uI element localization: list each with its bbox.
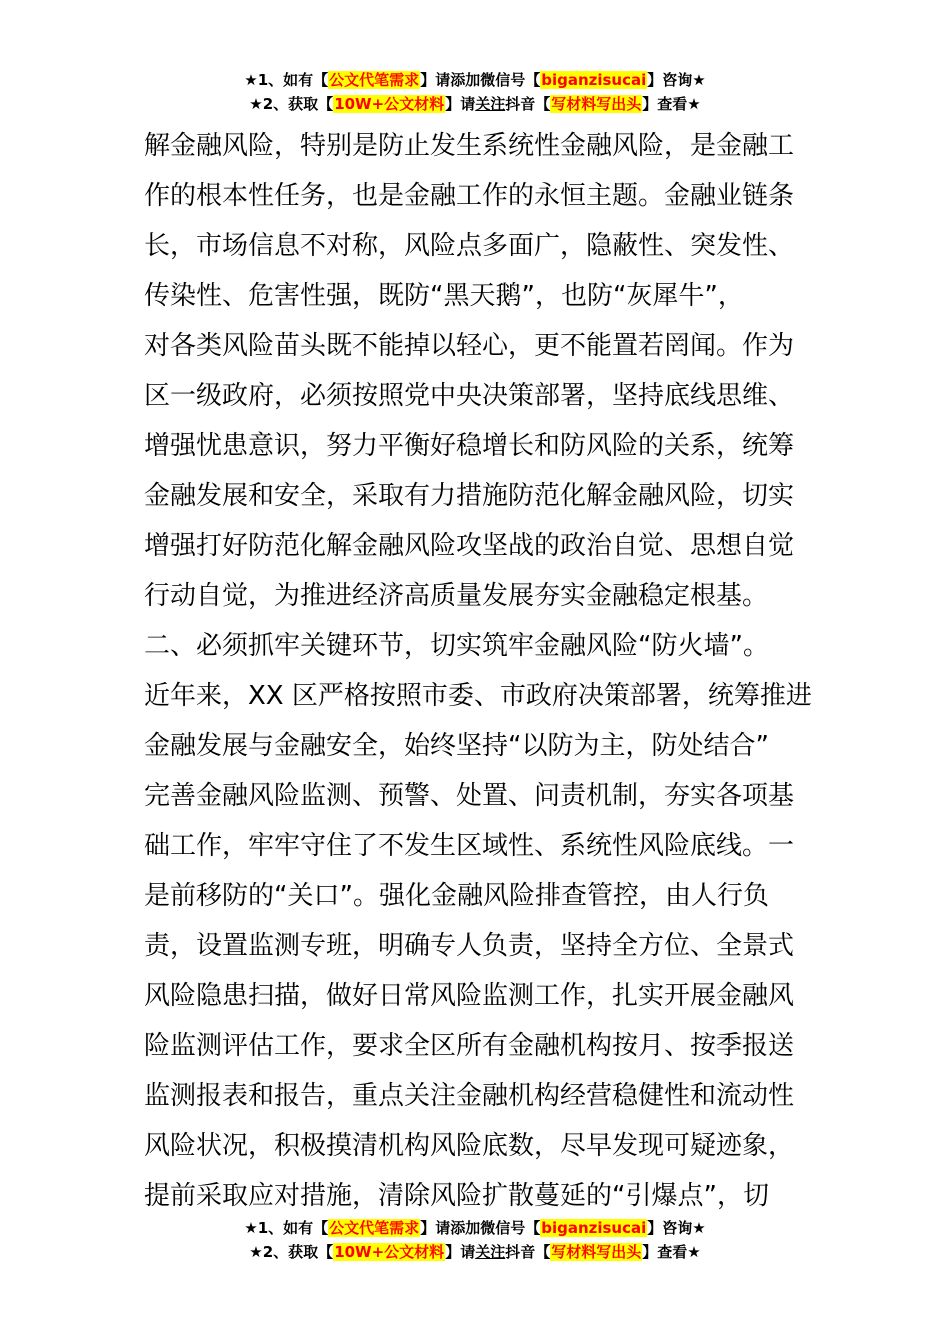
body-line: 长，市场信息不对称，风险点多面广，隐蔽性、突发性、 bbox=[144, 231, 795, 261]
body-line: 础工作，牢牢守住了不发生区域性、系统性风险底线。一 bbox=[144, 831, 795, 861]
body-line: 传染性、危害性强，既防“黑天鹅”，也防“灰犀牛”， bbox=[144, 281, 744, 311]
body-line: 风险隐患扫描，做好日常风险监测工作，扎实开展金融风 bbox=[144, 981, 795, 1011]
body-line: 险监测评估工作，要求全区所有金融机构按月、按季报送 bbox=[144, 1031, 795, 1061]
follow-text: 关注 bbox=[475, 1243, 506, 1261]
body-line: 区一级政府，必须按照党中央决策部署，坚持底线思维、 bbox=[144, 381, 795, 411]
header-banner bbox=[0, 68, 950, 116]
body-line: 行动自觉，为推进经济高质量发展夯实金融稳定根基。 bbox=[144, 581, 769, 611]
body-line: 作的根本性任务，也是金融工作的永恒主题。金融业链条 bbox=[144, 181, 795, 211]
body-line: 监测报表和报告，重点关注金融机构经营稳健性和流动性 bbox=[144, 1081, 795, 1111]
banner-highlight: 10W+公文材料 bbox=[334, 1243, 445, 1261]
wechat-id: biganzisucai bbox=[541, 71, 647, 89]
banner-line-1: ★1、如有【公文代笔需求】请添加微信号【biganzisucai】咨询★ bbox=[244, 1219, 706, 1237]
body-line: 增强打好防范化解金融风险攻坚战的政治自觉、思想自觉 bbox=[144, 531, 795, 561]
banner-line-2: ★2、获取【10W+公文材料】请关注抖音【写材料写出头】查看★ bbox=[249, 1243, 701, 1261]
banner-highlight: 公文代笔需求 bbox=[329, 71, 420, 89]
banner-line-2: ★2、获取【10W+公文材料】请关注抖音【写材料写出头】查看★ bbox=[249, 95, 701, 113]
body-line: 增强忧患意识，努力平衡好稳增长和防风险的关系，统筹 bbox=[144, 431, 795, 461]
body-line: 提前采取应对措施，清除风险扩散蔓延的“引爆点”，切 bbox=[144, 1181, 769, 1211]
body-line: 近年来，XX 区严格按照市委、市政府决策部署，统筹推进 bbox=[144, 681, 812, 711]
douyin-account: 写材料写出头 bbox=[551, 95, 642, 113]
douyin-account: 写材料写出头 bbox=[551, 1243, 642, 1261]
body-line: 金融发展和安全，采取有力措施防范化解金融风险，切实 bbox=[144, 481, 795, 511]
footer-banner bbox=[0, 1216, 950, 1264]
follow-text: 关注 bbox=[475, 95, 506, 113]
section-heading: 二、必须抓牢关键环节，切实筑牢金融风险“防火墙”。 bbox=[144, 631, 769, 661]
banner-highlight: 10W+公文材料 bbox=[334, 95, 445, 113]
document-body bbox=[144, 121, 824, 1221]
banner-highlight: 公文代笔需求 bbox=[329, 1219, 420, 1237]
body-line: 解金融风险，特别是防止发生系统性金融风险，是金融工 bbox=[144, 131, 795, 161]
wechat-id: biganzisucai bbox=[541, 1219, 647, 1237]
body-line: 完善金融风险监测、预警、处置、问责机制，夯实各项基 bbox=[144, 781, 795, 811]
body-line: 责，设置监测专班，明确专人负责，坚持全方位、全景式 bbox=[144, 931, 795, 961]
body-line: 对各类风险苗头既不能掉以轻心，更不能置若罔闻。作为 bbox=[144, 331, 795, 361]
body-line: 金融发展与金融安全，始终坚持“以防为主，防处结合” bbox=[144, 731, 769, 761]
body-line: 是前移防的“关口”。强化金融风险排查管控，由人行负 bbox=[144, 881, 769, 911]
banner-line-1: ★1、如有【公文代笔需求】请添加微信号【biganzisucai】咨询★ bbox=[244, 71, 706, 89]
body-line: 风险状况，积极摸清机构风险底数，尽早发现可疑迹象， bbox=[144, 1131, 795, 1161]
